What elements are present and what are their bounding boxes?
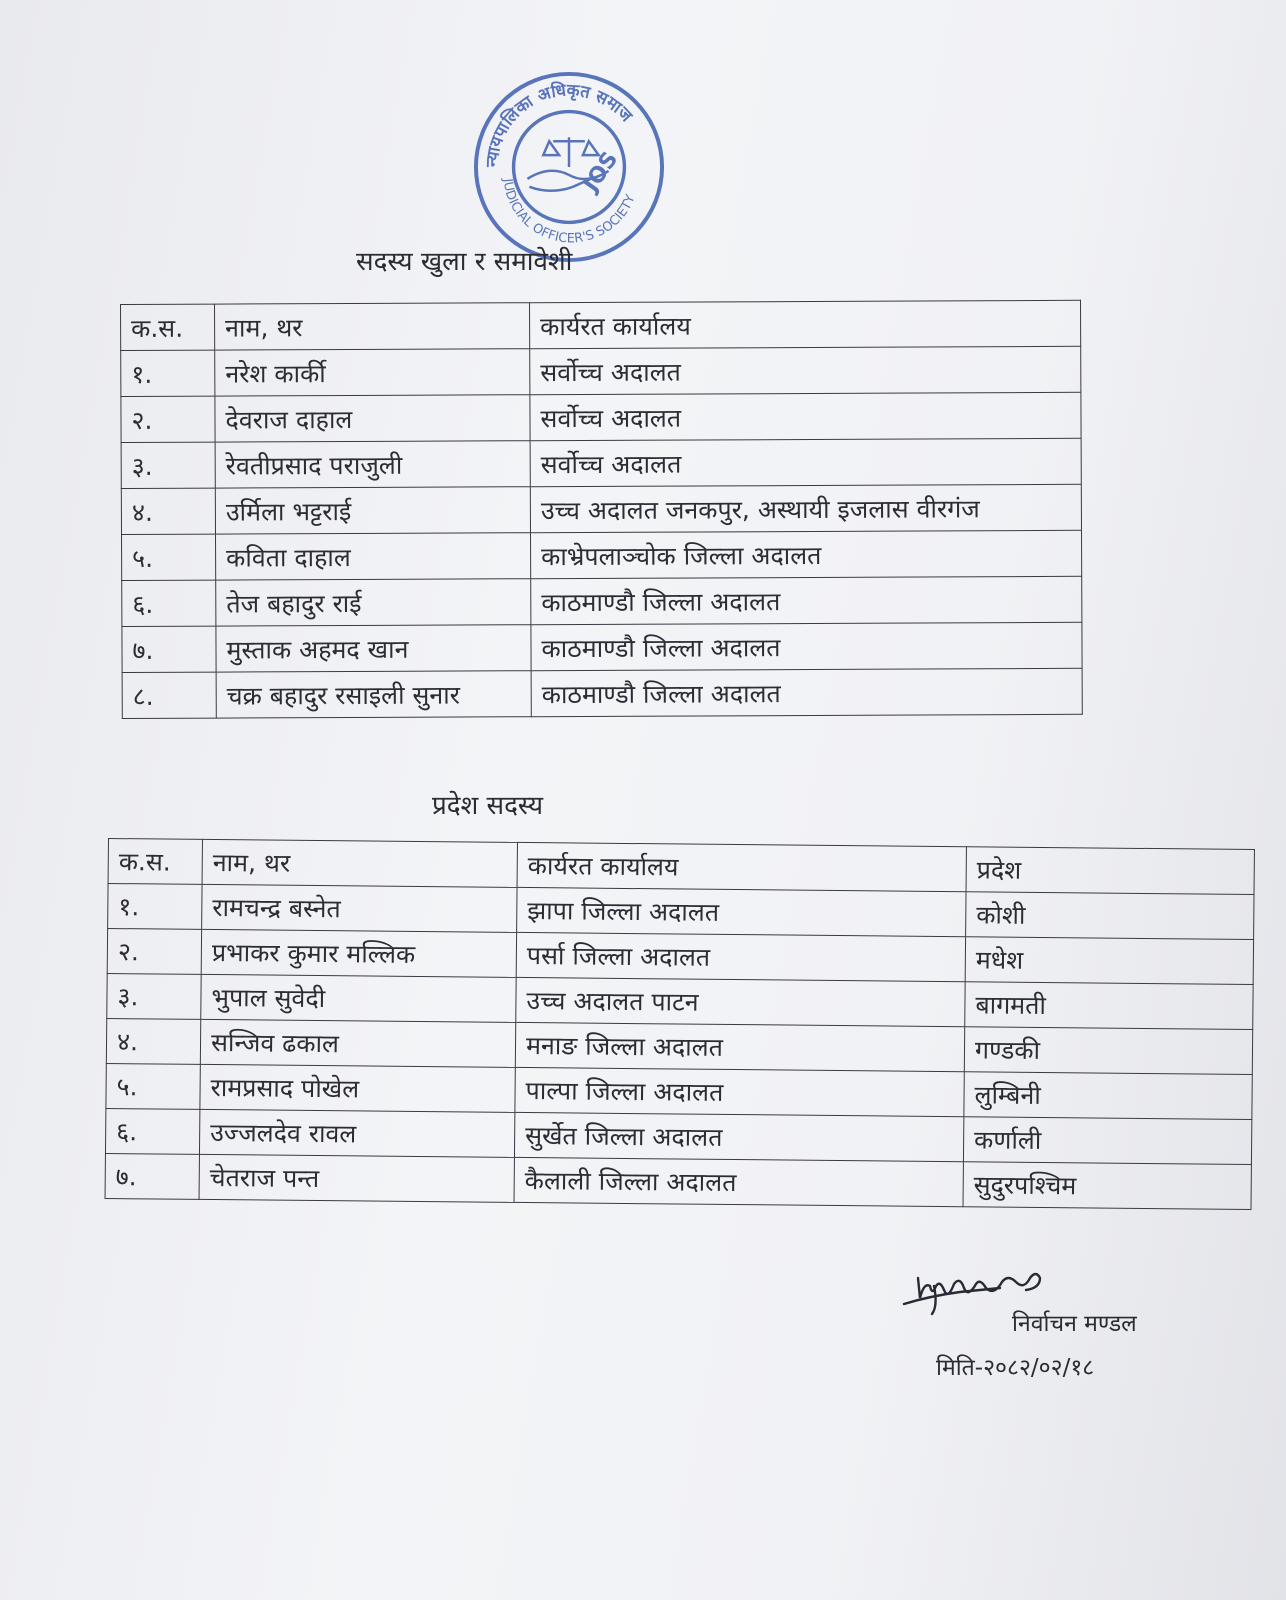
- cell-office: उच्च अदालत पाटन: [516, 977, 965, 1026]
- cell-serial: २.: [121, 396, 215, 442]
- cell-serial: ६.: [105, 1108, 199, 1154]
- cell-office: सर्वोच्च अदालत: [530, 438, 1081, 486]
- cell-office: कैलाली जिल्ला अदालत: [514, 1157, 963, 1206]
- cell-name: नरेश कार्की: [215, 349, 530, 396]
- table-row: [121, 484, 1081, 534]
- cell-office: झापा जिल्ला अदालत: [517, 887, 966, 936]
- cell-serial: ८.: [122, 672, 216, 718]
- cell-office: पर्सा जिल्ला अदालत: [516, 932, 965, 981]
- cell-serial: १.: [121, 350, 215, 396]
- column-header-office: कार्यरत कार्यालय: [529, 300, 1080, 348]
- cell-office: सर्वोच्च अदालत: [530, 392, 1081, 440]
- cell-serial: ४.: [106, 1018, 200, 1064]
- cell-serial: १.: [108, 884, 202, 930]
- cell-serial: ५.: [106, 1063, 200, 1109]
- cell-office: काठमाण्डौ जिल्ला अदालत: [531, 576, 1082, 624]
- cell-office: मनाङ जिल्ला अदालत: [515, 1022, 964, 1071]
- cell-name: प्रभाकर कुमार मल्लिक: [201, 929, 516, 977]
- cell-office: उच्च अदालत जनकपुर, अस्थायी इजलास वीरगंज: [530, 484, 1081, 532]
- judicial-officers-society-stamp: [470, 68, 668, 266]
- table-header-row: [121, 300, 1081, 350]
- cell-province: कोशी: [966, 892, 1254, 940]
- cell-name: उर्मिला भट्टराई: [215, 487, 530, 534]
- cell-serial: ७.: [105, 1153, 199, 1199]
- cell-office: काभ्रेपलाञ्चोक जिल्ला अदालत: [531, 530, 1082, 578]
- cell-name: रामचन्द्र बस्नेत: [202, 884, 517, 932]
- cell-province: लुम्बिनी: [964, 1072, 1252, 1120]
- cell-province: सुदुरपश्चिम: [963, 1162, 1251, 1210]
- table-row: [122, 668, 1082, 718]
- cell-office: सुर्खेत जिल्ला अदालत: [514, 1112, 963, 1161]
- cell-office: पाल्पा जिल्ला अदालत: [515, 1067, 964, 1116]
- table-row: [122, 576, 1082, 626]
- column-header-serial: क.स.: [121, 304, 215, 350]
- section2-heading: प्रदेश सदस्य: [432, 791, 544, 821]
- cell-name: मुस्ताक अहमद खान: [216, 625, 531, 672]
- cell-name: तेज बहादुर राई: [216, 579, 531, 626]
- cell-serial: २.: [107, 929, 201, 975]
- cell-serial: ५.: [122, 534, 216, 580]
- cell-name: रेवतीप्रसाद पराजुली: [215, 441, 530, 488]
- cell-name: कविता दाहाल: [216, 533, 531, 580]
- section1-heading: सदस्य खुला र समावेशी: [356, 247, 573, 277]
- province-members-table: [105, 838, 1255, 1210]
- column-header-name: नाम, थर: [202, 839, 517, 887]
- cell-office: सर्वोच्च अदालत: [530, 346, 1081, 394]
- cell-province: गण्डकी: [964, 1027, 1252, 1075]
- document-date: मिति-२०८२/०२/१८: [936, 1355, 1095, 1381]
- cell-serial: ४.: [121, 488, 215, 534]
- signatory-title: निर्वाचन मण्डल: [1012, 1311, 1137, 1337]
- members-open-inclusive-table: [120, 300, 1083, 719]
- table-row: [122, 622, 1082, 672]
- cell-province: मधेश: [965, 937, 1253, 985]
- cell-serial: ६.: [122, 580, 216, 626]
- column-header-office: कार्यरत कार्यालय: [517, 842, 966, 891]
- cell-province: कर्णाली: [963, 1117, 1251, 1165]
- column-header-serial: क.स.: [108, 839, 202, 885]
- cell-serial: ३.: [121, 442, 215, 488]
- table-row: [121, 392, 1081, 442]
- stamp-text-top: न्यायपालिका अधिकृत समाज: [481, 79, 637, 168]
- cell-name: उज्जलदेव रावल: [199, 1109, 514, 1157]
- table-row: [105, 1153, 1251, 1209]
- stamp-text-bottom: JUDICIAL OFFICER'S SOCIETY: [499, 177, 639, 247]
- cell-office: काठमाण्डौ जिल्ला अदालत: [531, 668, 1082, 716]
- cell-name: रामप्रसाद पोखेल: [200, 1064, 515, 1112]
- table-row: [121, 438, 1081, 488]
- cell-serial: ३.: [107, 973, 201, 1019]
- column-header-province: प्रदेश: [966, 847, 1254, 895]
- cell-province: बागमती: [965, 982, 1253, 1030]
- cell-name: देवराज दाहाल: [215, 395, 530, 442]
- cell-name: भुपाल सुवेदी: [201, 974, 516, 1022]
- column-header-name: नाम, थर: [215, 303, 530, 350]
- cell-serial: ७.: [122, 626, 216, 672]
- cell-name: चेतराज पन्त: [199, 1154, 514, 1202]
- stamp-monogram: JOS: [578, 147, 624, 197]
- cell-name: चक्र बहादुर रसाइली सुनार: [216, 671, 531, 718]
- table-row: [122, 530, 1082, 580]
- cell-office: काठमाण्डौ जिल्ला अदालत: [531, 622, 1082, 670]
- table-row: [121, 346, 1081, 396]
- cell-name: सन्जिव ढकाल: [200, 1019, 515, 1067]
